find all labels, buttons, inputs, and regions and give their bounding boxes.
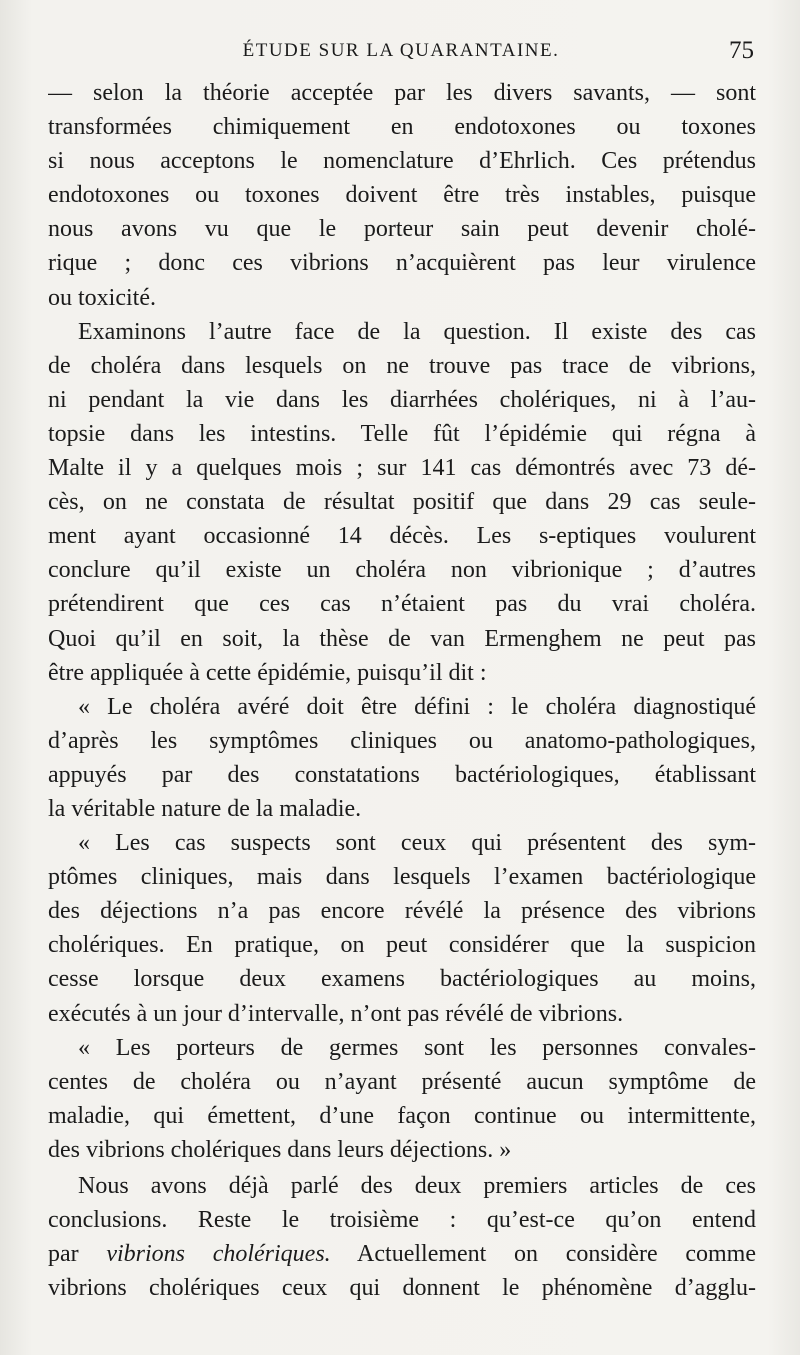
text-line [48, 1237, 756, 1271]
running-title: ÉTUDE SUR LA QUARANTAINE. [242, 40, 560, 61]
text-line: endotoxones ou toxones doivent être très instables, puisque [48, 182, 756, 209]
text-line: appuyés par des constatations bactériologiques, établissant [48, 761, 756, 788]
text-line: de choléra dans lesquels on ne trouve pas trace de vibrions, [48, 352, 756, 379]
text-line: d’après les symptômes cliniques ou anatomo-pathologiques, [48, 727, 756, 754]
text-line: centes de choléra ou n’ayant présenté aucun symptôme de [48, 1068, 756, 1095]
text-line: cesse lorsque deux examens bactériologiques au moins, [48, 966, 756, 993]
italic-term: vibrions cholériques. [106, 1241, 331, 1268]
text-line: cholériques. En pratique, on peut considérer que la suspicion [48, 932, 756, 959]
text-line: ni pendant la vie dans les diarrhées cholériques, ni à l’au- [48, 386, 756, 413]
text-line: conclusions. Reste le troisième : qu’est-ce qu’on entend [48, 1207, 756, 1234]
text-line: transformées chimiquement en endotoxones ou toxones [48, 114, 756, 141]
text-line: la véritable nature de la maladie. [48, 795, 362, 822]
text-line: Examinons l’autre face de la question. Il existe des cas [78, 318, 756, 345]
text-line: Nous avons déjà parlé des deux premiers articles de ces [78, 1173, 756, 1199]
text-line: « Les porteurs de germes sont les personnes convales- [78, 1034, 756, 1061]
text-line: Malte il y a quelques mois ; sur 141 cas démontrés avec 73 dé- [48, 455, 756, 482]
text-line: cès, on ne constata de résultat positif que dans 29 cas seule- [48, 489, 756, 516]
text-line: ou toxicité. [48, 284, 156, 311]
text-line: prétendirent que ces cas n’étaient pas du vrai choléra. [48, 591, 756, 618]
page-header [48, 35, 754, 67]
text-fragment: par [48, 1241, 79, 1268]
text-line: Quoi qu’il en soit, la thèse de van Ermenghem ne peut pas [48, 625, 756, 652]
text-line: « Les cas suspects sont ceux qui présentent des sym- [78, 830, 756, 857]
text-line: ment ayant occasionné 14 décès. Les s-eptiques voulurent [48, 523, 756, 550]
text-line: si nous acceptons le nomenclature d’Ehrlich. Ces prétendus [48, 148, 756, 175]
text-line: — selon la théorie acceptée par les divers savants, — sont [48, 80, 756, 106]
text-line: être appliquée à cette épidémie, puisqu’il dit : [48, 659, 487, 686]
text-line: exécutés à un jour d’intervalle, n’ont pas révélé de vibrions. [48, 1000, 624, 1027]
page-number: 75 [729, 37, 754, 64]
text-line: des déjections n’a pas encore révélé la présence des vibrions [48, 898, 756, 925]
text-line: vibrions cholériques ceux qui donnent le phénomène d’agglu- [48, 1275, 756, 1302]
text-line: topsie dans les intestins. Telle fût l’épidémie qui régna à [48, 420, 756, 447]
text-line: maladie, qui émettent, d’une façon continue ou intermittente, [48, 1102, 756, 1129]
text-line: ptômes cliniques, mais dans lesquels l’examen bactériologique [48, 864, 756, 891]
text-line: des vibrions cholériques dans leurs déjections. » [48, 1136, 512, 1163]
text-line: conclure qu’il existe un choléra non vibrionique ; d’autres [48, 557, 756, 584]
text-line: rique ; donc ces vibrions n’acquièrent pas leur virulence [48, 250, 756, 277]
text-fragment: Actuellement on considère comme [357, 1241, 756, 1268]
text-line: nous avons vu que le porteur sain peut devenir cholé- [48, 216, 756, 243]
text-line: « Le choléra avéré doit être défini : le choléra diagnostiqué [78, 693, 756, 720]
body-text [48, 76, 756, 1305]
